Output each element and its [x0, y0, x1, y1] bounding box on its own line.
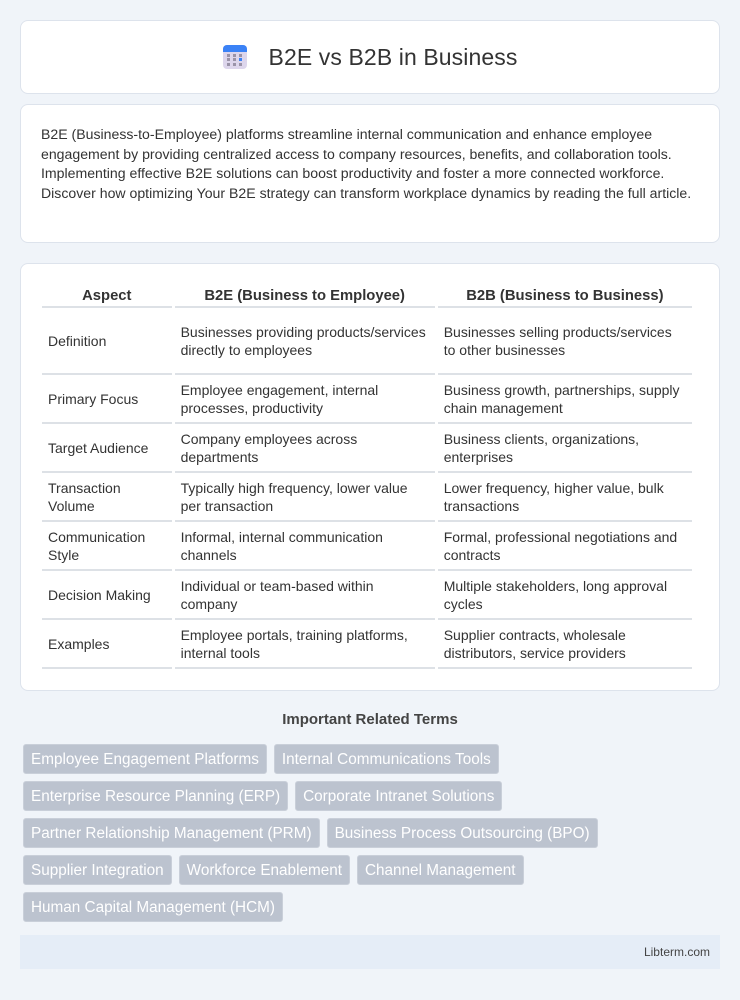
comparison-table-card — [20, 263, 720, 691]
aspect-cell: Decision Making — [42, 571, 172, 620]
aspect-cell: Transaction Volume — [42, 473, 172, 522]
table-row — [42, 424, 692, 473]
footer-brand-link[interactable]: Libterm.com — [643, 945, 710, 959]
b2b-cell: Businesses selling products/services to other businesses — [438, 308, 692, 375]
b2e-cell: Employee engagement, internal processes, productivity — [175, 375, 435, 424]
page-title: B2E vs B2B in Business — [268, 43, 518, 70]
related-terms-heading: Important Related Terms — [282, 711, 458, 728]
header-card — [20, 20, 720, 94]
related-term-tag[interactable]: Channel Management — [357, 855, 524, 885]
b2e-cell: Typically high frequency, lower value per transaction — [175, 473, 435, 522]
aspect-cell: Target Audience — [42, 424, 172, 473]
comparison-table — [39, 284, 695, 669]
b2e-cell: Company employees across departments — [175, 424, 435, 473]
related-term-tag[interactable]: Human Capital Management (HCM) — [23, 892, 283, 922]
b2b-cell: Formal, professional negotiations and contracts — [438, 522, 692, 571]
table-header-row — [42, 284, 692, 308]
b2e-cell: Employee portals, training platforms, internal tools — [175, 620, 435, 669]
related-term-tag[interactable]: Business Process Outsourcing (BPO) — [327, 818, 598, 848]
b2b-cell: Business clients, organizations, enterprises — [438, 424, 692, 473]
b2e-cell: Informal, internal communication channels — [175, 522, 435, 571]
related-term-tag[interactable]: Workforce Enablement — [179, 855, 350, 885]
b2e-cell: Individual or team-based within company — [175, 571, 435, 620]
header-aspect: Aspect — [42, 284, 172, 308]
related-term-tag[interactable]: Enterprise Resource Planning (ERP) — [23, 781, 288, 811]
related-term-tag[interactable]: Supplier Integration — [23, 855, 172, 885]
intro-card — [20, 104, 720, 243]
calendar-icon — [223, 45, 247, 69]
b2b-cell: Lower frequency, higher value, bulk transactions — [438, 473, 692, 522]
aspect-cell: Examples — [42, 620, 172, 669]
related-term-tag[interactable]: Partner Relationship Management (PRM) — [23, 818, 320, 848]
b2b-cell: Multiple stakeholders, long approval cycles — [438, 571, 692, 620]
b2b-cell: Business growth, partnerships, supply chain management — [438, 375, 692, 424]
related-terms-list — [23, 744, 703, 922]
related-term-tag[interactable]: Employee Engagement Platforms — [23, 744, 267, 774]
footer — [20, 935, 720, 969]
table-row — [42, 308, 692, 375]
b2b-cell: Supplier contracts, wholesale distributors, service providers — [438, 620, 692, 669]
table-row — [42, 620, 692, 669]
table-row — [42, 375, 692, 424]
table-row — [42, 522, 692, 571]
header-b2e: B2E (Business to Employee) — [175, 284, 435, 308]
related-term-tag[interactable]: Internal Communications Tools — [274, 744, 499, 774]
intro-paragraph: B2E (Business-to-Employee) platforms streamline internal communication and enhance employee engagement by providing centralized access to company resources, benefits, and collaboration tools. Implementing effective B2E solutions can boost productivity and foster a more connected workforce. Discover how optimizing Your B2E strategy can transform workplace dynamics by reading the full article. — [41, 126, 692, 201]
b2e-cell: Businesses providing products/services directly to employees — [175, 308, 435, 375]
table-row — [42, 571, 692, 620]
aspect-cell: Primary Focus — [42, 375, 172, 424]
header-b2b: B2B (Business to Business) — [438, 284, 692, 308]
table-row — [42, 473, 692, 522]
related-term-tag[interactable]: Corporate Intranet Solutions — [295, 781, 502, 811]
aspect-cell: Communication Style — [42, 522, 172, 571]
aspect-cell: Definition — [42, 308, 172, 375]
